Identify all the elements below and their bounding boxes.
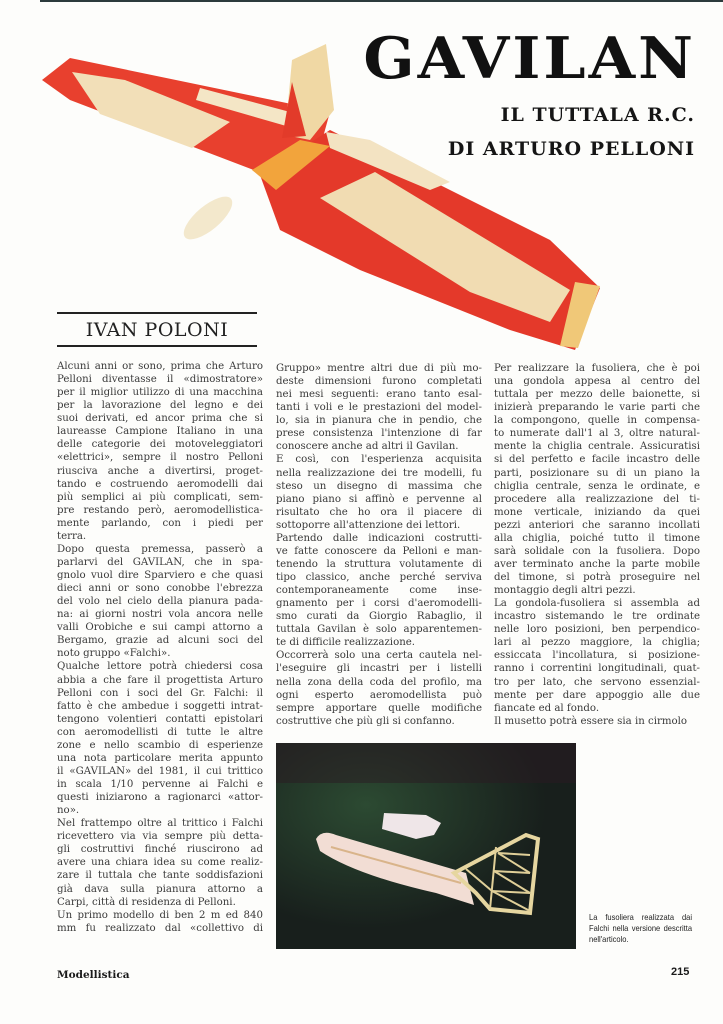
text-line: fiancate ed al fondo. [494,702,600,714]
magazine-name: Modellistica [57,969,130,981]
photo-caption: La fusoliera realizzata dai Falchi nella versione descritta nell'articolo. [589,913,693,944]
text-line: te di difficile realizzazione. [276,637,416,649]
text-line: terra. [57,530,87,542]
text-line: del timone, si potrà proseguire nel [494,572,700,583]
text-line: in scala 1/10 pervenne ai Falchi e [57,779,263,790]
text-line: risultato che ho ora il piacere di [276,506,482,518]
text-line: tro per lato, che servono essenzial- [494,676,700,688]
text-line: pezzi anteriori che saranno incollati [494,519,700,531]
text-line: na: ai giorni nostri vola ancora nelle [57,609,263,621]
text-line: più semplici ai più complicati, sem- [57,491,263,503]
text-line: lari al pezzo maggiore, la chiglia; [494,637,700,649]
text-line: sarà solidale con la fusoliera. Dopo [494,545,700,557]
text-line: «elettrici», sempre il nostro Pelloni [57,452,263,464]
text-line: ricevettero via via sempre più detta- [57,831,263,843]
text-line: con aeromodellisti di tutte le altre [57,726,263,738]
text-line: La gondola-fusoliera si assembla ad [494,598,700,610]
text-line: ranno i correntini longitudinali, quat- [494,663,700,675]
text-line: fatto è che ambedue i soggetti intrat- [57,700,263,712]
text-line: il «GAVILAN» del 1981, il cui trittico [57,765,263,777]
text-column-1 [57,360,263,935]
text-line: inizierà preparando le varie parti che [494,402,700,414]
text-line: costruttive che più gli si confanno. [276,715,455,727]
text-line: chiglia centrale, senza le ordinate, e [494,480,700,492]
text-line: mente parlando, con i piedi per [57,517,263,529]
article-author-line: DI ARTURO PELLONI [447,138,695,160]
text-line: riusciva anche a divertirsi, proget- [57,465,263,477]
text-line: gnamento per i corsi d'aeromodelli- [276,598,482,610]
text-line: già dava sulla pianura attorno a [57,883,263,895]
text-line: valli Orobiche e sui campi attorno a [57,622,263,634]
text-line: Bergamo, grazie ad alcuni soci del [57,635,263,647]
text-line: nei mesi seguenti: erano tanto esal- [276,389,482,401]
text-line: del volo nel cielo della pianura pada- [57,596,263,608]
text-line: avere una chiara idea su come realiz- [57,857,263,869]
text-line: Pelloni con i soci del Gr. Falchi: il [57,687,263,699]
text-line: noto gruppo «Falchi». [57,648,171,660]
text-line: Un primo modello di ben 2 m ed 840 [57,909,263,921]
text-line: nella zona della coda del profilo, ma [276,676,482,688]
text-line: gli costruttivi finché riuscirono ad [57,844,263,856]
text-line: incastro sistemando le tre ordinate [494,611,700,623]
text-line: tanti i voli e le prestazioni del model- [276,402,482,414]
text-line: pre restando però, aeromodellistica- [57,504,263,516]
text-line: abbia a che fare il progettista Arturo [57,674,263,686]
text-line: per il miglior utilizzo di una macchina [57,387,263,399]
text-line: nelle loro posizioni, ben perpendico- [494,624,700,636]
text-column-2 [276,362,482,728]
text-line: parlarvi del GAVILAN, che in spa- [57,556,263,568]
text-line: tuttala Gavilan è solo apparentemen- [276,624,482,636]
article-subtitle: IL TUTTALA R.C. [500,104,695,126]
text-line: zare il tuttala che tante soddisfazioni [57,870,263,882]
text-line: montaggio degli altri pezzi. [494,585,636,597]
text-line: la compongono, quelle in compensa- [494,415,700,427]
text-line: zone e nello scambio di esperienze [57,739,263,751]
text-line: to numerate dall'1 al 3, oltre natural- [494,428,700,440]
text-line: steso un disegno di massima che [276,480,482,492]
text-line: deste dimensioni furono completati [276,376,482,388]
text-line: l'eseguire gli incastri per i listelli [276,663,482,675]
text-line: conoscere anche ad altri il Gavilan. [276,441,459,453]
text-line: per la lavorazione del legno e dei [57,400,263,412]
text-line: laureasse Campione Italiano in una [57,426,263,438]
text-line: essiccata l'incollatura, si posizione- [494,650,700,662]
text-line: dieci anni or sono conobbe l'ebrezza [57,583,263,595]
text-line: Alcuni anni or sono, prima che Arturo [57,361,263,372]
text-line: Gruppo» mentre altri due di più mo- [276,363,482,374]
text-line: Il musetto potrà essere sia in cirmolo [494,715,688,727]
fuselage-photo [276,743,576,949]
text-line: no». [57,805,80,817]
text-line: Occorrerà solo una certa cautela nel- [276,650,482,662]
text-line: tando e costruendo aeromodelli dai [57,478,263,490]
text-line: tenendo la struttura volutamente di [276,558,482,570]
text-line: una nota particolare merita appunto [57,752,263,764]
text-line: gnolo vuol dire Sparviero e che quasi [57,570,263,581]
text-line: mone verticale, iniziando da quei [494,506,700,518]
text-line: sempre apportare quelle modifiche [276,702,482,714]
text-line: tuttala per mezzo delle baionette, si [494,389,700,401]
text-line: Qualche lettore potrà chiedersi cosa [57,661,263,673]
page-number: 215 [671,966,690,978]
text-line: mente per dare appoggio alle due [494,689,700,701]
text-line: E così, con l'esperienza acquisita [276,454,482,466]
text-line: smo curati da Giorgio Rabaglio, il [276,611,482,623]
text-line: si del perfetto e facile incastro delle [494,454,700,466]
text-line: mm fu realizzato dal «collettivo di [57,922,263,934]
text-line: piano piano si affinò e pervenne al [276,493,482,505]
text-line: alla chiglia, poiché tutto il timone [494,532,700,544]
text-line: Nel frattempo oltre al trittico i Falchi [57,818,263,830]
text-line: Per realizzare la fusoliera, che è poi [494,363,700,374]
text-line: delle categorie dei motoveleggiatori [57,439,263,451]
text-line: Pelloni diventasse il «dimostratore» [57,374,263,386]
byline: IVAN POLONI [57,312,257,347]
text-line: tengono volentieri contatti epistolari [57,713,263,725]
text-line: Partendo dalle indicazioni costrutti- [276,532,482,544]
text-line: prese consistenza l'intenzione di far [276,428,482,440]
text-line: mente la chiglia centrale. Assicuratisi [494,441,700,453]
text-line: suoi derivati, ed ancor prima che si [57,413,263,425]
text-line: ve fatte conoscere da Pelloni e man- [276,545,482,557]
text-line: nella realizzazione dei tre modelli, fu [276,467,482,479]
text-line: Carpi, città di residenza di Pelloni. [57,896,236,908]
text-line: tipo classico, anche perché serviva [276,572,482,583]
text-line: una gondola appesa al centro del [494,376,700,388]
text-line: ogni esperto aeromodellista può [276,689,482,701]
page-top-edge-rule [40,0,723,2]
text-line: lo, sia in pianura che in pendio, che [276,415,482,427]
text-line: sottoporre all'attenzione dei lettori. [276,519,461,531]
article-title: GAVILAN [363,25,696,93]
text-line: questi iniziarono a ragionarci «attor- [57,792,263,804]
text-line: parti, posizionare su di un piano la [494,467,700,479]
text-column-3 [494,362,700,728]
text-line: contemporaneamente come inse- [276,585,482,597]
photo-shadow-patch [276,743,576,783]
text-line: Dopo questa premessa, passerò a [57,543,263,555]
fuselage-nose [177,190,238,247]
text-line: procedere alla realizzazione del ti- [494,493,700,505]
text-line: aver terminato anche la parte mobile [494,558,700,570]
